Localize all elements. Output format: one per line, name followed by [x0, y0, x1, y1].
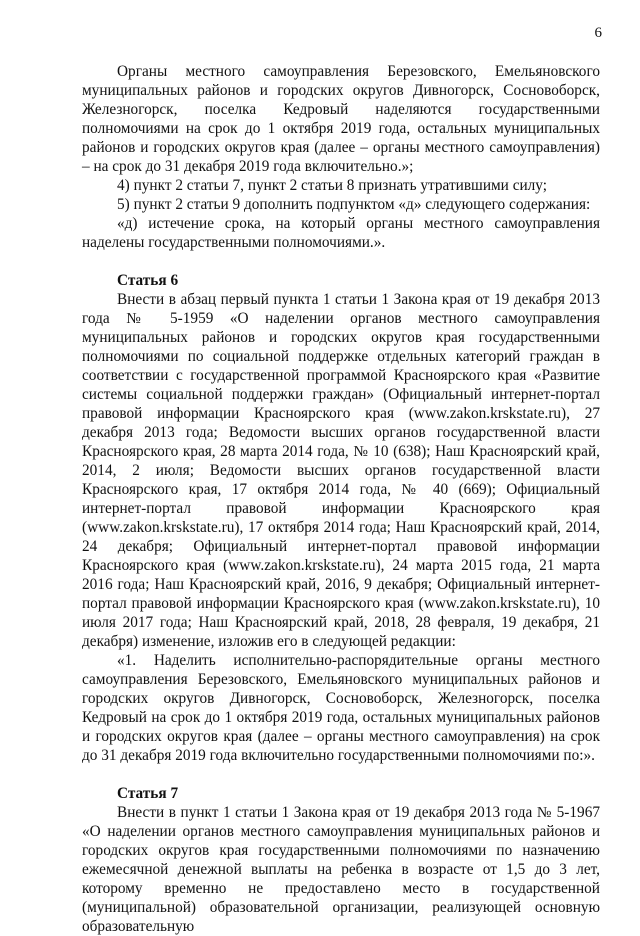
- page-number: 6: [594, 25, 602, 41]
- paragraph-subitem-d: «д) истечение срока, на который органы местного самоуправления наделены государственными полномочиями.».: [82, 215, 600, 251]
- article-7-heading: Статья 7: [117, 785, 179, 802]
- paragraph-powers-term: Органы местного самоуправления Березовского, Емельяновского муниципальных районов и городских округов Дивногорск, Сосновоборск, Железногорск, поселка Кедровый наделяются государственными полномочиями на срок до 1 октября 2019 года, остальных муниципальных районов и городских округов края (далее – органы местного самоуправления) – на срок до 31 декабря 2019 года включительно.»;: [82, 63, 600, 175]
- spacer: [82, 765, 600, 784]
- article-6-new-wording: «1. Наделить исполнительно-распорядительные органы местного самоуправления Березовского, Емельяновского муниципальных районов и городских округов Дивногорск, Сосновоборск, Железногорск, поселка Кедровый на срок до 1 октября 2019 года, остальных муниципальных районов и городских округов края (далее – органы местного самоуправления) на срок до 31 декабря 2019 года включительно государственными полномочиями по:».: [82, 652, 600, 764]
- spacer: [82, 252, 600, 271]
- paragraph-item-5: 5) пункт 2 статьи 9 дополнить подпунктом «д» следующего содержания:: [117, 196, 591, 213]
- article-6-intro: Внести в абзац первый пункта 1 статьи 1 Закона края от 19 декабря 2013 года № 5-1959 «О наделении органов местного самоуправления муниципальных районов и городских округов края государственными полномочиями по социальной поддержке отдельных категорий граждан в соответствии с государственной программой Красноярского края «Развитие системы социальной поддержки граждан» (Официальный интернет-портал правовой информации Красноярского края (www.zakon.krskstate.ru), 27 декабря 2013 года; Ведомости высших органов государственной власти Красноярского края, 28 марта 2014 года, № 10 (638); Наш Красноярский край, 2014, 2 июля; Ведомости высших органов государственной власти Красноярского края, 17 октября 2014 года, № 40 (669); Официальный интернет-портал правовой информации Красноярского края (www.zakon.krskstate.ru), 17 октября 2014 года; Наш Красноярский край, 2014, 24 декабря; Официальный интернет-портал правовой информации Красноярского края (www.zakon.krskstate.ru), 24 марта 2015 года, 21 марта 2016 года; Наш Красноярский край, 2016, 9 декабря; Официальный интернет-портал правовой информации Красноярского края (www.zakon.krskstate.ru), 10 июля 2017 года; Наш Красноярский край, 2018, 28 февраля, 19 декабря, 21 декабря) изменение, изложив его в следующей редакции:: [82, 291, 600, 650]
- article-6-heading: Статья 6: [117, 272, 179, 289]
- paragraph-item-4: 4) пункт 2 статьи 7, пункт 2 статьи 8 признать утратившими силу;: [117, 177, 548, 194]
- article-7-intro: Внести в пункт 1 статьи 1 Закона края от 19 декабря 2013 года № 5-1967 «О наделении органов местного самоуправления муниципальных районов и городских округов края государственными полномочиями по назначению ежемесячной денежной выплаты на ребенка в возрасте от 1,5 до 3 лет, которому временно не предоставлено место в государственной (муниципальной) образовательной организации, реализующей основную образовательную: [82, 804, 600, 935]
- document-body: [82, 62, 600, 936]
